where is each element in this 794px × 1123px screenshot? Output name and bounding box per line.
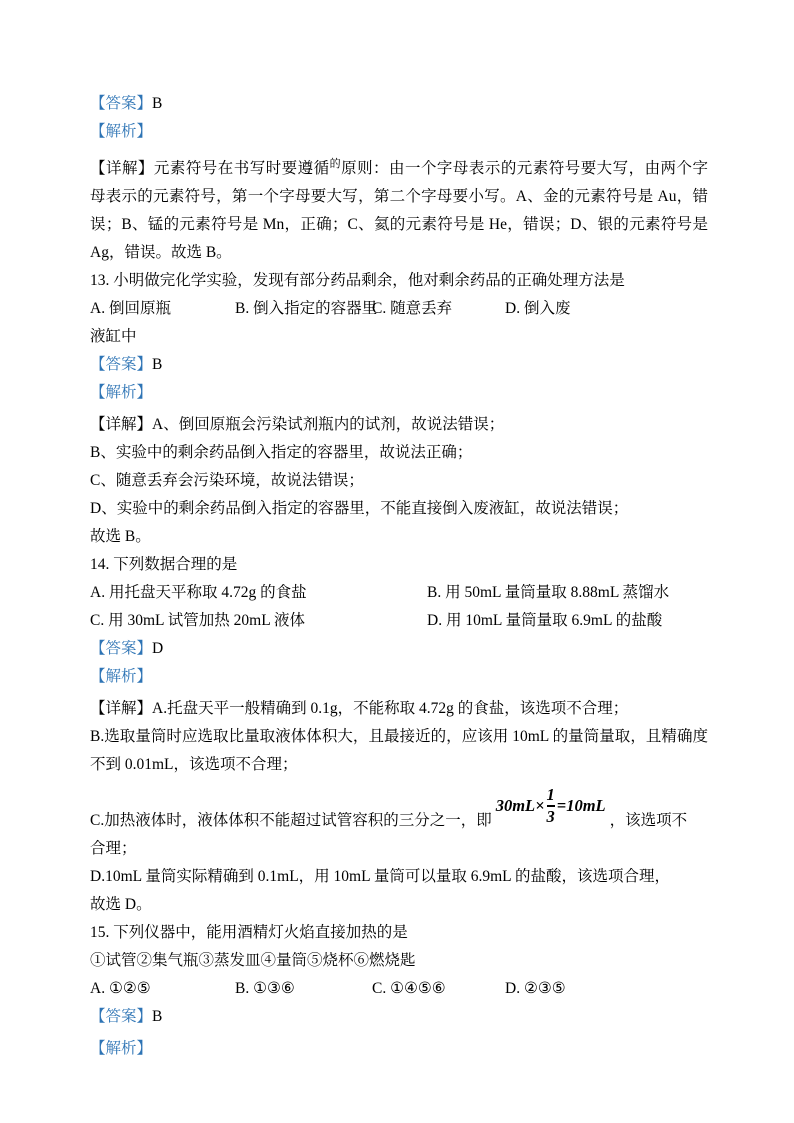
q12-answer-letter: B <box>152 95 163 112</box>
q15-answer-line <box>90 1003 708 1031</box>
q14-analysis-line <box>90 663 708 691</box>
q13-detail-line-d: D、实验中的剩余药品倒入指定的容器里，不能直接倒入废液缸，故说法错误； <box>90 500 629 517</box>
fraction-denominator: 3 <box>546 806 555 826</box>
q13-option-c: C. 随意丢弃 <box>372 300 453 317</box>
answer-bracket-label: 【答案】 <box>90 356 153 373</box>
q13-options-row <box>90 295 708 323</box>
q15-option-b: B. ①③⑥ <box>235 980 295 997</box>
q12-detail-line-1 <box>90 150 708 183</box>
q14-option-d: D. 用 10mL 量筒量取 6.9mL 的盐酸 <box>427 612 663 629</box>
q14-option-b: B. 用 50mL 量筒量取 8.88mL 蒸馏水 <box>427 584 670 601</box>
q13-option-d: D. 倒入废 <box>505 300 571 317</box>
q13-detail-line-b: B、实验中的剩余药品倒入指定的容器里，故说法正确； <box>90 444 473 461</box>
answer-bracket-label: 【答案】 <box>90 95 153 112</box>
answer-bracket-label: 【答案】 <box>90 1008 153 1025</box>
q13-detail-conclusion: 故选 B。 <box>90 528 151 545</box>
q15-options-row <box>90 975 708 1003</box>
q14-stem: 14. 下列数据合理的是 <box>90 556 238 573</box>
fraction-numerator: 1 <box>546 785 555 805</box>
formula-rhs: =10mL <box>556 795 606 815</box>
q14-detail-line-d: D.10mL 量筒实际精确到 0.1mL，用 10mL 量筒可以量取 6.9mL 的盐酸，该选项合理， <box>90 868 670 885</box>
q12-answer-line <box>90 90 708 118</box>
q14-detail-c-pre: C.加热液体时，液体体积不能超过试管容积的三分之一，即 <box>90 812 492 829</box>
q15-instrument-list: ①试管②集气瓶③蒸发皿④量筒⑤烧杯⑥燃烧匙 <box>90 952 416 969</box>
analysis-bracket-label: 【解析】 <box>90 123 153 140</box>
formula-lhs: 30mL× <box>495 795 545 815</box>
q14-detail-line-c-with-formula <box>90 779 708 835</box>
q14-detail-conclusion: 故选 D。 <box>90 896 152 913</box>
answer-bracket-label: 【答案】 <box>90 640 153 657</box>
q15-stem: 15. 下列仪器中，能用酒精灯火焰直接加热的是 <box>90 924 408 941</box>
q13-option-d-continuation: 液缸中 <box>90 328 137 345</box>
q14-detail-c-post: ，该选项不 <box>609 812 688 829</box>
q14-detail-line-b1: B.选取量筒时应选取比量取液体体积大，且最接近的，应该用 10mL 的量筒量取，且精确度 <box>90 728 708 745</box>
q14-options-row-2 <box>90 607 708 635</box>
q12-detail-superscript: 的 <box>329 158 342 170</box>
q12-analysis-line <box>90 118 708 146</box>
q12-detail-line-3: 误；B、锰的元素符号是 Mn，正确；C、氦的元素符号是 He，错误；D、银的元素符号是 <box>90 216 708 233</box>
q15-option-d: D. ②③⑤ <box>505 980 566 997</box>
analysis-bracket-label: 【解析】 <box>90 1040 153 1057</box>
q12-detail-line-2: 母表示的元素符号，第一个字母要大写，第二个字母要小写。A、金的元素符号是 Au，错 <box>90 188 708 205</box>
q15-option-a: A. ①②⑤ <box>90 980 151 997</box>
q14-options-row-1 <box>90 579 708 607</box>
q12-detail-line1-pre: 【详解】元素符号在书写时要遵循 <box>90 160 330 177</box>
q14-detail-c-continuation: 合理； <box>90 840 137 857</box>
q15-option-c: C. ①④⑤⑥ <box>372 980 446 997</box>
q13-answer-letter: B <box>152 356 163 373</box>
q13-option-b: B. 倒入指定的容器里 <box>235 300 378 317</box>
q12-detail-line-4: Ag，错误。故选 B。 <box>90 244 232 261</box>
fraction-one-third <box>547 786 555 825</box>
q14-answer-letter: D <box>152 640 164 657</box>
q14-answer-line <box>90 635 708 663</box>
q14-option-a: A. 用托盘天平称取 4.72g 的食盐 <box>90 584 307 601</box>
q13-answer-line <box>90 351 708 379</box>
math-formula <box>496 786 606 825</box>
q13-analysis-line <box>90 379 708 407</box>
analysis-bracket-label: 【解析】 <box>90 668 153 685</box>
q13-option-a: A. 倒回原瓶 <box>90 300 171 317</box>
q13-detail-line-a: 【详解】A、倒回原瓶会污染试剂瓶内的试剂，故说法错误； <box>90 416 505 433</box>
q15-answer-letter: B <box>152 1008 163 1025</box>
q15-analysis-line <box>90 1035 708 1063</box>
q14-detail-line-a: 【详解】A.托盘天平一般精确到 0.1g，不能称取 4.72g 的食盐，该选项不合理； <box>90 700 629 717</box>
q13-stem: 13. 小明做完化学实验，发现有部分药品剩余，他对剩余药品的正确处理方法是 <box>90 272 625 289</box>
q13-detail-line-c: C、随意丢弃会污染环境，故说法错误； <box>90 472 364 489</box>
analysis-bracket-label: 【解析】 <box>90 384 153 401</box>
q14-option-c: C. 用 30mL 试管加热 20mL 液体 <box>90 612 305 629</box>
q12-detail-line1-post: 原则：由一个字母表示的元素符号要大写，由两个字 <box>341 160 708 177</box>
q14-detail-line-b2: 不到 0.01mL，该选项不合理； <box>90 756 298 773</box>
